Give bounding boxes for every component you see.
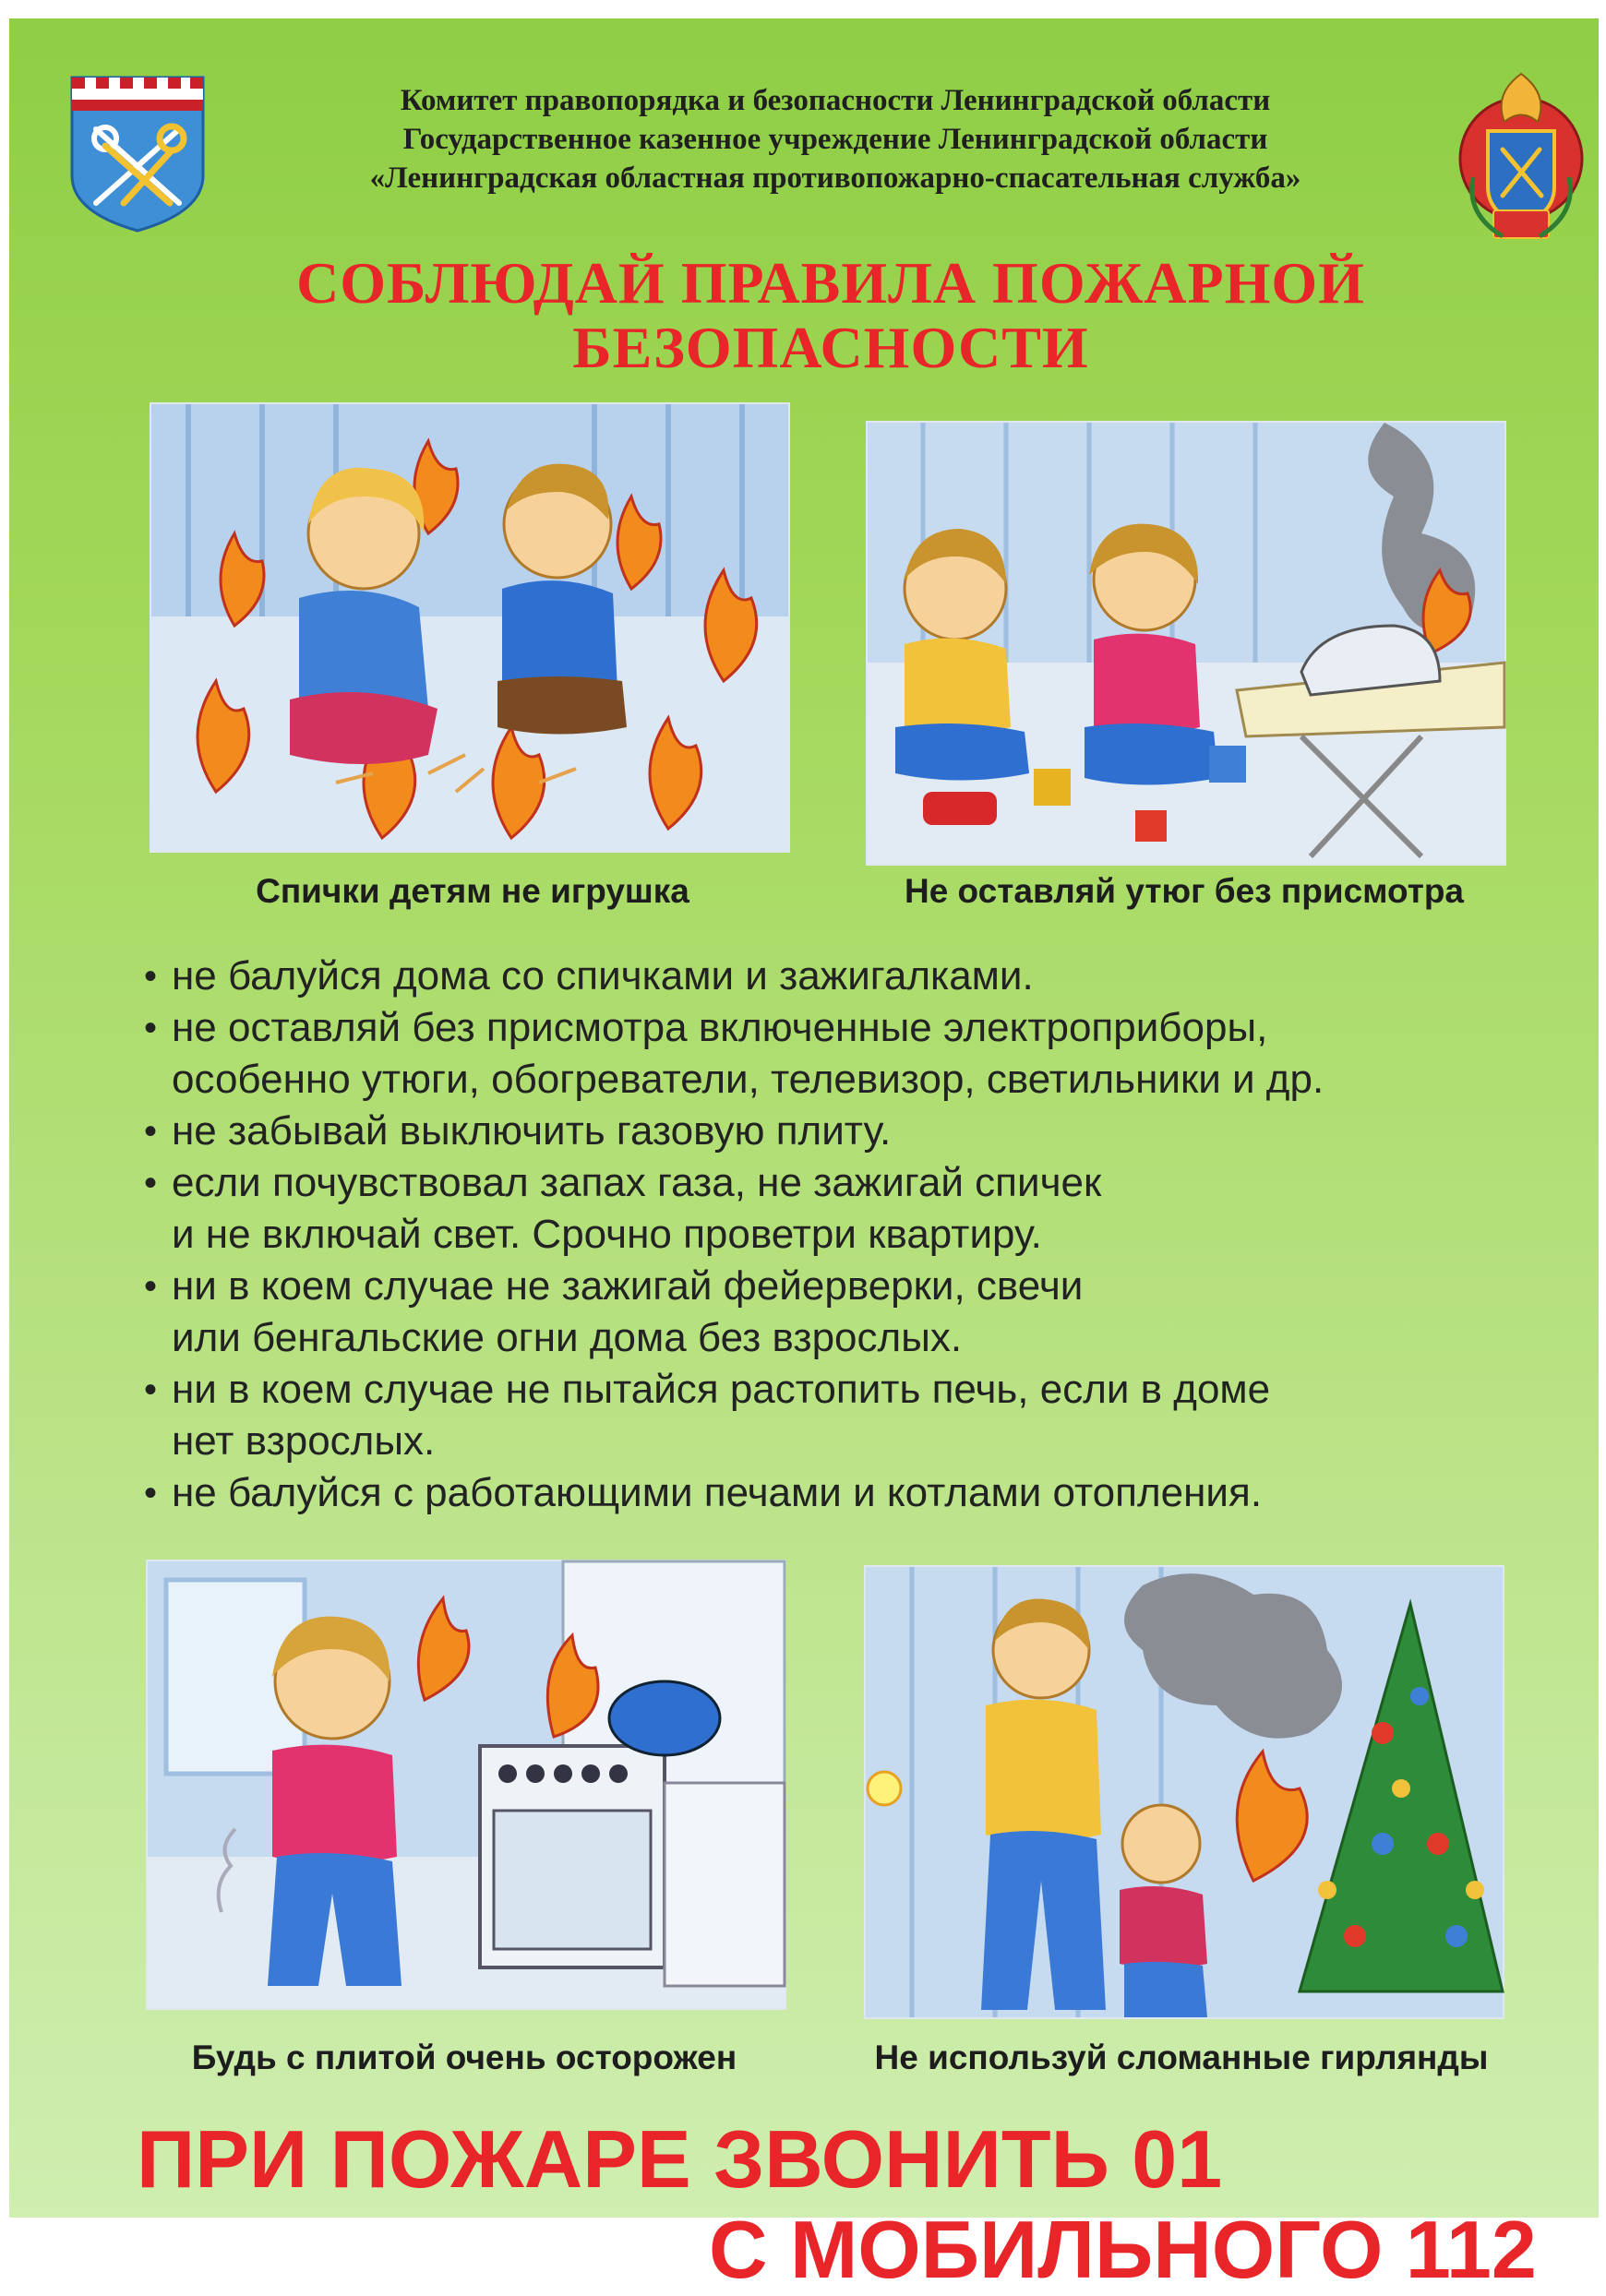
org-line-1: Комитет правопорядка и безопасности Ленинградской области (400, 84, 1271, 117)
org-line-2: Государственное казенное учреждение Ленинградской области (402, 123, 1268, 156)
matches-illustration (150, 402, 790, 853)
title-line-1: СОБЛЮДАЙ ПРАВИЛА ПОЖАРНОЙ (296, 250, 1365, 316)
stove-illustration (146, 1560, 786, 2010)
rule-item: • не оставляй без присмотра включенные электроприборы, особенно утюги, обогреватели, телевизор, светильники и др. (144, 1002, 1528, 1106)
rule-item: • ни в коем случае не пытайся растопить печь, если в доме нет взрослых. (144, 1364, 1528, 1467)
title-line-2: БЕЗОПАСНОСТИ (572, 315, 1089, 380)
emergency-call-line-1: ПРИ ПОЖАРЕ ЗВОНИТЬ 01 (137, 2113, 1223, 2205)
fire-safety-rules-list (144, 951, 1528, 1519)
matches-caption: Спички детям не игрушка (256, 872, 689, 910)
org-line-3: «Ленинградская областная противопожарно-спасательная служба» (369, 161, 1301, 195)
fire-service-emblem-icon (1456, 66, 1586, 247)
iron-caption: Не оставляй утюг без присмотра (904, 872, 1465, 910)
leningrad-coat-of-arms-icon (68, 74, 207, 233)
poster (9, 18, 1599, 2295)
rule-item: • не забывай выключить газовую плиту. (144, 1106, 1528, 1157)
stove-caption: Будь с плитой очень осторожен (191, 2039, 737, 2076)
garland-caption: Не используй сломанные гирлянды (874, 2039, 1489, 2076)
garland-illustration (864, 1565, 1504, 2019)
organization-header (231, 81, 1440, 197)
rule-item: • не балуйся с работающими печами и котлами отопления. (144, 1467, 1528, 1519)
rule-item: • если почувствовал запах газа, не зажигай спичек и не включай свет. Срочно проветри квартиру. (144, 1157, 1528, 1261)
poster-title (194, 251, 1468, 380)
iron-illustration (866, 421, 1506, 866)
rule-item: • ни в коем случае не зажигай фейерверки, свечи или бенгальские огни дома без взрослых. (144, 1261, 1528, 1364)
emergency-call-line-2: С МОБИЛЬНОГО 112 (709, 2204, 1537, 2295)
rule-item: • не балуйся дома со спичками и зажигалками. (144, 951, 1528, 1002)
